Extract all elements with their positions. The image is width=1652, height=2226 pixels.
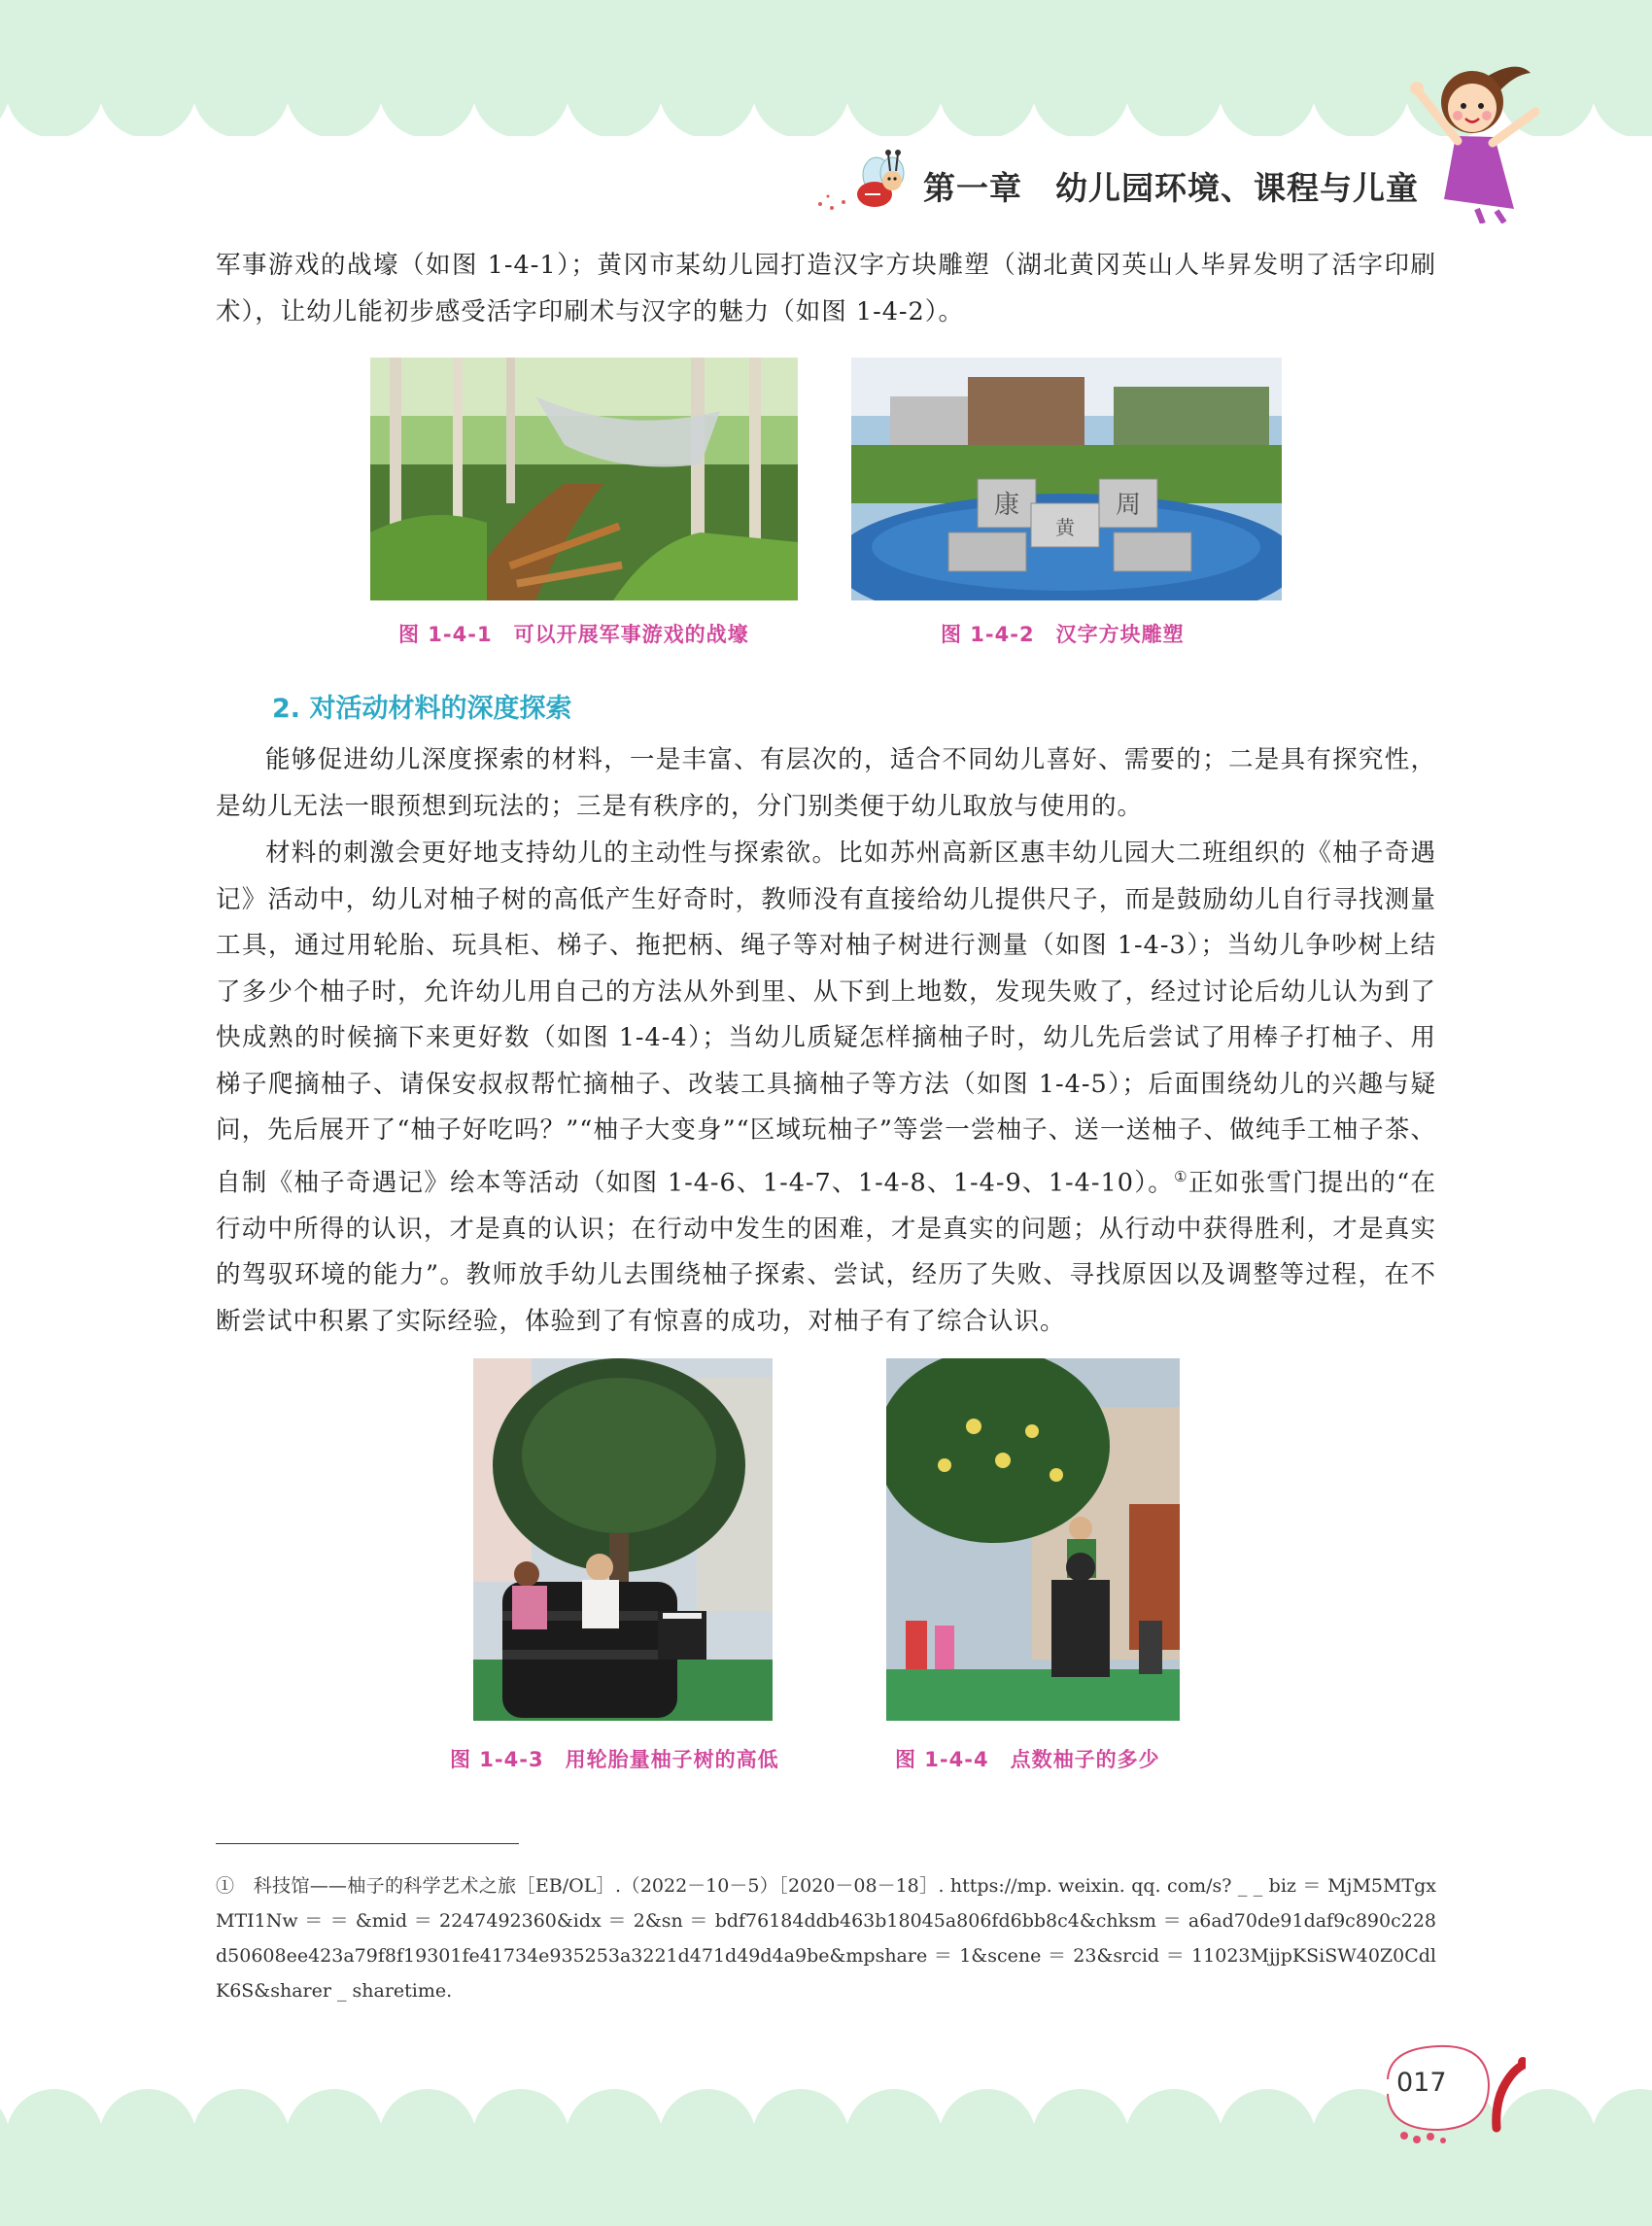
sculpture-character: 黄 [1055, 516, 1075, 539]
section-title: 2. 对活动材料的深度探索 [272, 694, 572, 724]
paragraph-text: 正如张雪门提出的“在行动中所得的认识，才是真的认识；在行动中发生的困难，才是真实的问题；从行动中获得胜利，才是真实的驾驭环境的能力”。教师放手幼儿去围绕柚子探索、尝试，经历了失败、寻找原因以及调整等过程，在不断尝试中积累了实际经验，体验到了有惊喜的成功，对柚子有了综合认识。 [216, 1168, 1436, 1336]
girl-illustration [1390, 53, 1555, 223]
sculpture-character: 周 [1115, 491, 1142, 520]
chapter-header: 第一章 幼儿园环境、课程与儿童 [923, 169, 1419, 207]
bee-icon [807, 146, 918, 223]
paragraph-materials: 能够促进幼儿深度探索的材料，一是丰富、有层次的，适合不同幼儿喜好、需要的；二是具有探究性，是幼儿无法一眼预想到玩法的；三是有秩序的，分门别类便于幼儿取放与使用的。 [216, 745, 1436, 821]
figure-caption-1-4-3: 图 1-4-3 用轮胎量柚子树的高低 [450, 1748, 779, 1771]
figure-caption-1-4-2: 图 1-4-2 汉字方块雕塑 [941, 623, 1185, 646]
sculpture-character: 康 [993, 491, 1020, 520]
photo-tire-measure [473, 1358, 773, 1721]
photo-counting-pomelos [886, 1358, 1180, 1721]
figure-caption-1-4-1: 图 1-4-1 可以开展军事游戏的战壕 [398, 623, 749, 646]
paragraph-intro: 军事游戏的战壕（如图 1-4-1）；黄冈市某幼儿园打造汉字方块雕塑（湖北黄冈英山人毕昇发明了活字印刷术），让幼儿能初步感受活字印刷术与汉字的魅力（如图 1-4-2）。 [216, 251, 1436, 326]
footnote-rule [216, 1843, 519, 1844]
page-number: 017 [1396, 2068, 1447, 2098]
paragraph-pomelo-activity [216, 831, 1436, 1345]
paragraph-text: 材料的刺激会更好地支持幼儿的主动性与探索欲。比如苏州高新区惠丰幼儿园大二班组织的《柚子奇遇记》活动中，幼儿对柚子树的高低产生好奇时，教师没有直接给幼儿提供尺子，而是鼓励幼儿自行寻找测量工具，通过用轮胎、玩具柜、梯子、拖把柄、绳子等对柚子树进行测量（如图 1-4-3）；当幼儿争吵树上结了多少个柚子时，允许幼儿用自己的方法从外到里、从下到上地数，发现失败了，经过讨论后幼儿认为到了快成熟的时候摘下来更好数（如图 1-4-4）；当幼儿质疑怎样摘柚子时，幼儿先后尝试了用棒子打柚子、用梯子爬摘柚子、请保安叔叔帮忙摘柚子、改装工具摘柚子等方法（如图 1-4-5）；后面围绕幼儿的兴趣与疑问，先后展开了“柚子好吃吗？”“柚子大变身”“区域玩柚子”等尝一尝柚子、送一送柚子、做纯手工柚子茶、自制《柚子奇遇记》绘本等活动（如图 1-4-6、1-4-7、1-4-8、1-4-9、1-4-10）。 [216, 839, 1436, 1197]
photo-trench [370, 358, 798, 600]
figure-caption-1-4-4: 图 1-4-4 点数柚子的多少 [895, 1748, 1160, 1771]
photo-character-blocks [851, 358, 1282, 600]
footnote-marker: ① [1174, 1167, 1188, 1185]
footnote: ① 科技馆——柚子的科学艺术之旅［EB/OL］.（2022－10－5）［2020－08－18］. https://mp. weixin. qq. com/s? _ _ biz ＝ MjM5MTgxMTI1Nw ＝ ＝ &mid ＝ 2247492360&idx ＝ 2&sn ＝ bdf76184ddb463b18045a806fd6bb8c4&chksm ＝ a6ad70de91daf9c890c228d50608ee423a79f8f19301fe41734e935253a3221d471d49d4a9be&mpshare ＝ 1&scene ＝ 23&srcid ＝ 11023MjjpKSiSW40Z0CdlK6S&sharer _ sharetime. [216, 1875, 1436, 2002]
